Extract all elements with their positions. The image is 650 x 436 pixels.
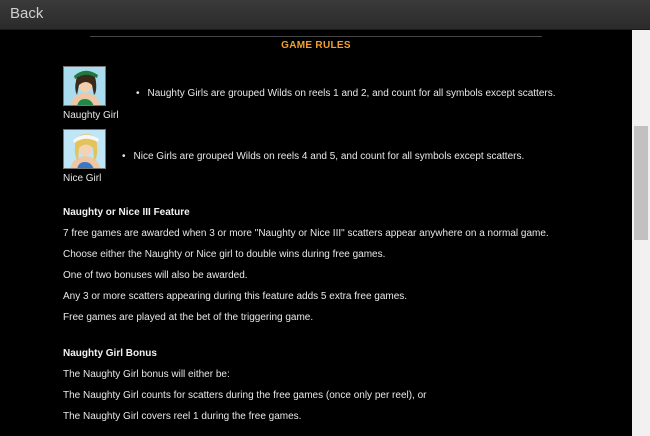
bonus-paragraph: The Naughty Girl counts for scatters during the free games (once only per reel), or [63,390,427,401]
naughty-girl-icon [63,66,106,106]
feature-paragraph: 7 free games are awarded when 3 or more "Naughty or Nice III" scatters appear anywhere on a normal game. [63,228,549,239]
bonus-paragraph: The Naughty Girl covers reel 1 during the free games. [63,411,302,422]
nice-girl-icon [63,129,106,169]
feature-heading: Naughty or Nice III Feature [63,207,190,218]
back-button[interactable]: Back [10,5,44,22]
page-title: GAME RULES [281,40,351,51]
bullet-icon: • [136,88,140,99]
feature-paragraph: One of two bonuses will also be awarded. [63,270,248,281]
bonus-paragraph: The Naughty Girl bonus will either be: [63,369,230,380]
symbol-label: Naughty Girl [63,110,119,121]
feature-paragraph: Any 3 or more scatters appearing during this feature adds 5 extra free games. [63,291,408,302]
feature-paragraph: Choose either the Naughty or Nice girl to double wins during free games. [63,249,386,260]
feature-paragraph: Free games are played at the bet of the triggering game. [63,312,314,323]
scrollbar-thumb[interactable] [634,126,648,240]
title-divider [90,36,542,37]
rules-content[interactable] [0,30,632,436]
vertical-scrollbar[interactable] [632,30,650,436]
symbol-nice-girl [63,129,106,184]
bullet-icon: • [122,151,126,162]
top-bar [0,0,650,30]
symbol-description: • Naughty Girls are grouped Wilds on reels 1 and 2, and count for all symbols except scatters. [136,88,556,99]
bonus-heading: Naughty Girl Bonus [63,348,157,359]
symbol-naughty-girl [63,66,119,121]
symbol-description: • Nice Girls are grouped Wilds on reels 4 and 5, and count for all symbols except scatters. [122,151,525,162]
symbol-label: Nice Girl [63,173,102,184]
